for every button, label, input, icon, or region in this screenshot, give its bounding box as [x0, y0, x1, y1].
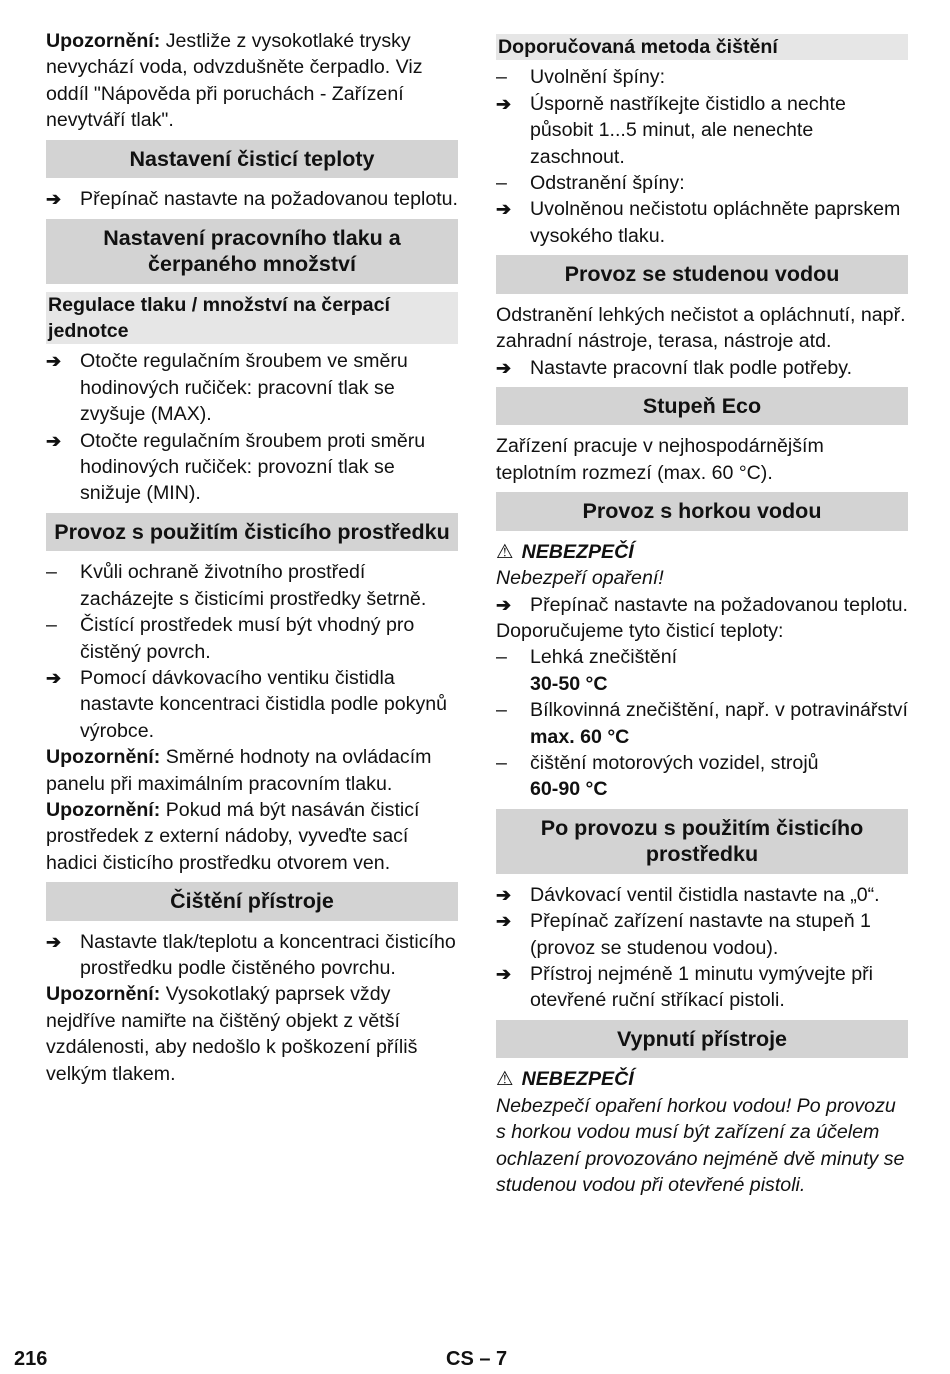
instruction-item: ➔ Dávkovací ventil čistidla nastavte na „0“.: [496, 882, 908, 908]
list-item: – Kvůli ochraně životního prostředí zacházejte s čisticími prostředky šetrně.: [46, 561, 427, 610]
instruction-item: ➔ Otočte regulačním šroubem proti směru hodinových ručiček: provozní tlak se snižuje (MIN).: [46, 429, 426, 505]
section-heading-eco: Stupeň Eco: [496, 387, 908, 426]
body-paragraph: Zařízení pracuje v nejhospodárnějším teplotním rozmezí (max. 60 °C).: [496, 435, 824, 484]
body-paragraph: Odstranění lehkých nečistot a opláchnutí, např. zahradní nástroje, terasa, nástroje atd.: [496, 303, 906, 353]
list-item: – Bílkovinná znečištění, např. v potravinářství: [496, 697, 908, 723]
danger-label: ⚠ NEBEZPEČÍ: [496, 1068, 634, 1091]
list-item: – Lehká znečištění: [496, 644, 908, 670]
note-label: Upozornění:: [46, 798, 161, 821]
section-heading-switch-off: Vypnutí přístroje: [496, 1020, 908, 1059]
dash-marker: –: [46, 614, 57, 637]
list-item: – Odstranění špíny:: [496, 170, 908, 196]
note-label: Upozornění:: [46, 983, 161, 1006]
subheading-method: Doporučovaná metoda čištění: [496, 34, 908, 60]
dash-marker: –: [496, 752, 507, 775]
temperature-value: 60-90 °C: [530, 778, 608, 801]
arrow-icon: ➔: [496, 357, 512, 378]
arrow-icon: ➔: [46, 931, 62, 952]
arrow-icon: ➔: [46, 351, 62, 372]
section-heading-pressure: Nastavení pracovního tlaku a čerpaného množství: [46, 219, 458, 284]
body-paragraph: Doporučujeme tyto čisticí teploty:: [496, 620, 784, 642]
instruction-item: ➔ Přepínač nastavte na požadovanou teplotu.: [46, 186, 458, 212]
right-column: [496, 28, 908, 1198]
arrow-icon: ➔: [496, 594, 512, 615]
danger-label: ⚠ NEBEZPEČÍ: [496, 540, 634, 563]
list-item: – Uvolnění špíny:: [496, 64, 908, 90]
arrow-icon: ➔: [496, 93, 512, 114]
dash-marker: –: [496, 699, 507, 722]
list-item: – Čistící prostředek musí být vhodný pro čistěný povrch.: [46, 614, 415, 663]
note-paragraph: Upozornění: Směrné hodnoty na ovládacím panelu při maximálním pracovním tlaku.: [46, 746, 432, 795]
note-label: Upozornění:: [46, 30, 161, 52]
section-heading-cold-water: Provoz se studenou vodou: [496, 255, 908, 294]
instruction-item: ➔ Úsporně nastříkejte čistidlo a nechte působit 1...5 minut, ale nenechte zaschnout.: [496, 92, 846, 168]
instruction-item: ➔ Přístroj nejméně 1 minutu vymývejte při otevřené ruční stříkací pistoli.: [496, 963, 874, 1012]
temperature-value: 30-50 °C: [530, 672, 608, 695]
instruction-item: ➔ Uvolněnou nečistotu opláchněte paprskem vysokého tlaku.: [496, 198, 901, 247]
danger-text: Nebezpečí opaření horkou vodou! Po provozu s horkou vodou musí být zařízení za účelem ochlazení provozováno nejméně dvě minuty se studenou vodou při otevřené pistoli.: [496, 1094, 905, 1196]
arrow-icon: ➔: [496, 199, 512, 220]
instruction-item: ➔ Přepínač zařízení nastavte na stupeň 1 (provoz se studenou vodou).: [496, 910, 871, 959]
section-heading-cleaning: Čištění přístroje: [46, 882, 458, 921]
section-heading-temperature: Nastavení čisticí teploty: [46, 140, 458, 179]
dash-marker: –: [46, 561, 57, 584]
instruction-item: ➔ Nastavte tlak/teplotu a koncentraci čisticího prostředku podle čistěného povrchu.: [46, 930, 456, 980]
instruction-item: ➔ Nastavte pracovní tlak podle potřeby.: [496, 355, 908, 381]
instruction-item: ➔ Otočte regulačním šroubem ve směru hodinových ručiček: pracovní tlak se zvyšuje (MAX).: [46, 350, 408, 426]
danger-text: Nebezpeří opaření!: [496, 567, 664, 590]
dash-marker: –: [496, 172, 507, 195]
arrow-icon: ➔: [46, 430, 62, 451]
note-paragraph: Upozornění: Pokud má být nasáván čisticí prostředek z externí nádoby, vyveďte sací hadici čisticího prostředku otvorem ven.: [46, 798, 420, 874]
section-heading-hot-water: Provoz s horkou vodou: [496, 492, 908, 531]
instruction-item: ➔ Přepínač nastavte na požadovanou teplotu.: [496, 592, 908, 618]
page-number: 216: [14, 1348, 48, 1370]
list-item: – čištění motorových vozidel, strojů: [496, 750, 908, 776]
arrow-icon: ➔: [496, 884, 512, 905]
warning-icon: ⚠: [496, 540, 514, 563]
arrow-icon: ➔: [496, 964, 512, 985]
left-column: [46, 28, 458, 1087]
dash-marker: –: [496, 646, 507, 669]
note-label: Upozornění:: [46, 746, 161, 769]
arrow-icon: ➔: [496, 911, 512, 932]
temperature-value: max. 60 °C: [530, 725, 630, 748]
note-paragraph: Upozornění: Vysokotlaký paprsek vždy nejdříve namiřte na čištěný objekt z větší vzdálenosti, aby nedošlo k poškození příliš velkým tlakem.: [46, 983, 418, 1085]
section-heading-after-detergent: Po provozu s použitím čisticího prostředku: [496, 809, 908, 874]
arrow-icon: ➔: [46, 189, 62, 210]
section-page-label: CS – 7: [446, 1348, 508, 1370]
arrow-icon: ➔: [46, 667, 62, 688]
warning-icon: ⚠: [496, 1068, 514, 1091]
instruction-item: ➔ Pomocí dávkovacího ventiku čistidla nastavte koncentraci čistidla podle pokynů výrobce.: [46, 666, 448, 742]
dash-marker: –: [496, 66, 507, 89]
subheading-pump: Regulace tlaku / množství na čerpací jednotce: [46, 292, 458, 345]
section-heading-detergent: Provoz s použitím čisticího prostředku: [46, 513, 458, 552]
note-paragraph: Upozornění: Jestliže z vysokotlaké trysky nevychází voda, odvzdušněte čerpadlo. Viz oddíl "Nápověda při poruchách - Zařízení nevytváří tlak".: [46, 30, 423, 132]
